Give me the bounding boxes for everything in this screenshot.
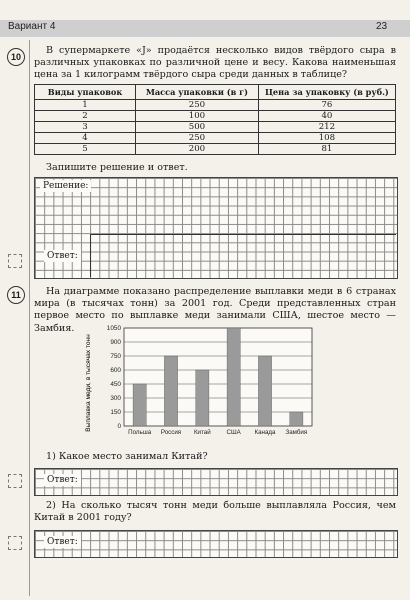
chart-bar bbox=[133, 384, 146, 426]
copper-bar-chart bbox=[80, 322, 320, 446]
chart-y-tick-label: 150 bbox=[110, 409, 121, 417]
answer-grid-1[interactable] bbox=[34, 468, 398, 496]
instruction-text: Запишите решение и ответ. bbox=[46, 162, 188, 173]
chart-y-tick-label: 450 bbox=[110, 381, 121, 389]
table-cell: 1 bbox=[35, 100, 136, 111]
chart-y-tick-label: 600 bbox=[110, 367, 121, 375]
answer-separator bbox=[90, 234, 91, 277]
score-box bbox=[8, 474, 22, 488]
chart-bar bbox=[290, 412, 303, 426]
chart-bar bbox=[227, 328, 240, 426]
table-row bbox=[35, 122, 396, 133]
chart-x-tick-label: Канада bbox=[254, 429, 276, 436]
question-11-number: 11 bbox=[7, 286, 25, 304]
chart-y-tick-label: 1050 bbox=[106, 325, 121, 333]
question-10-text: В супермаркете «J» продаётся несколько видов твёрдого сыра в различных упаковках по различной цене и весу. Какова наименьшая цена за 1 килограмм твёрдого сыра среди данных в таблице? bbox=[34, 45, 396, 81]
question-11-text: На диаграмме показано распределение выплавки меди в 6 странах мира (в тысячах тонн) за 2001 год. Среди представленных стран первое место по выплавке меди занимали США, шестое место — Замбия. bbox=[34, 286, 396, 334]
table-cell: 200 bbox=[136, 144, 259, 155]
score-box bbox=[8, 536, 22, 550]
table-cell: 250 bbox=[136, 133, 259, 144]
answer-label-2: Ответ: bbox=[44, 536, 81, 548]
solution-label: Решение: bbox=[40, 180, 91, 192]
table-row bbox=[35, 111, 396, 122]
chart-y-tick-label: 0 bbox=[117, 423, 121, 431]
answer-separator bbox=[90, 234, 396, 235]
chart-x-tick-label: Россия bbox=[160, 429, 182, 436]
table-cell: 250 bbox=[136, 100, 259, 111]
table-header: Виды упаковок bbox=[35, 85, 136, 100]
chart-x-tick-label: США bbox=[226, 429, 241, 436]
table-cell: 40 bbox=[258, 111, 395, 122]
answer-label: Ответ: bbox=[44, 250, 81, 262]
subquestion-2: 2) На сколько тысяч тонн меди больше выплавляла Россия, чем Китай в 2001 году? bbox=[34, 500, 396, 524]
variant-label: Вариант 4 bbox=[8, 21, 56, 32]
chart-y-tick-label: 750 bbox=[110, 353, 121, 361]
table-cell: 5 bbox=[35, 144, 136, 155]
table-row bbox=[35, 100, 396, 111]
score-box bbox=[8, 254, 22, 268]
chart-x-tick-label: Польша bbox=[128, 429, 152, 436]
chart-bar bbox=[164, 356, 177, 426]
header-bar bbox=[0, 20, 410, 37]
table-cell: 2 bbox=[35, 111, 136, 122]
table-row bbox=[35, 144, 396, 155]
question-10-number: 10 bbox=[7, 48, 25, 66]
subquestion-1: 1) Какое место занимал Китай? bbox=[46, 451, 208, 462]
table-header: Цена за упаковку (в руб.) bbox=[258, 85, 395, 100]
table-cell: 500 bbox=[136, 122, 259, 133]
answer-grid-2[interactable] bbox=[34, 530, 398, 558]
table-header: Масса упаковки (в г) bbox=[136, 85, 259, 100]
table-cell: 100 bbox=[136, 111, 259, 122]
chart-y-tick-label: 900 bbox=[110, 339, 121, 347]
chart-bar bbox=[258, 356, 271, 426]
table-header-row bbox=[35, 85, 396, 100]
table-cell: 3 bbox=[35, 122, 136, 133]
table-cell: 108 bbox=[258, 133, 395, 144]
chart-y-axis-label: Выплавка меди, в тысячах тонн bbox=[85, 334, 92, 432]
cheese-table bbox=[34, 84, 396, 155]
margin-line bbox=[29, 40, 30, 596]
answer-label-1: Ответ: bbox=[44, 474, 81, 486]
table-cell: 76 bbox=[258, 100, 395, 111]
chart-bar bbox=[196, 370, 209, 426]
chart-plot-area bbox=[124, 328, 312, 426]
chart-x-tick-label: Замбия bbox=[285, 429, 308, 436]
page-number: 23 bbox=[376, 21, 388, 32]
table-row bbox=[35, 133, 396, 144]
table-cell: 212 bbox=[258, 122, 395, 133]
solution-grid[interactable] bbox=[34, 177, 398, 279]
chart-x-tick-label: Китай bbox=[193, 429, 211, 436]
chart-y-tick-label: 300 bbox=[110, 395, 121, 403]
table-cell: 4 bbox=[35, 133, 136, 144]
table-cell: 81 bbox=[258, 144, 395, 155]
